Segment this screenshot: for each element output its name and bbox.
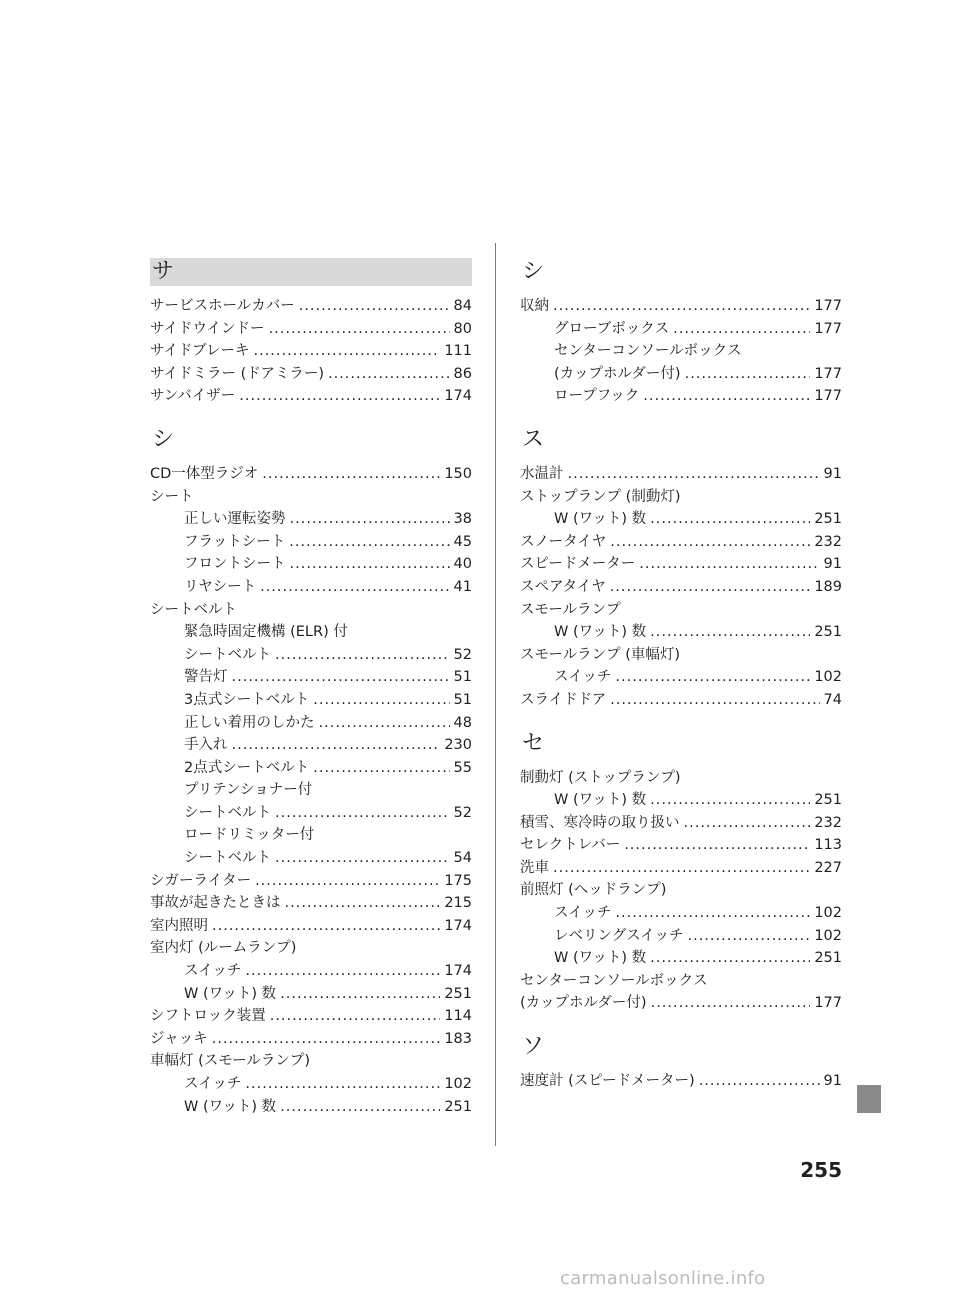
entry-term: レベリングスイッチ <box>554 927 684 944</box>
column-divider <box>495 243 496 1146</box>
index-entry <box>520 789 842 812</box>
entry-term: スイッチ <box>184 963 242 980</box>
entry-page-number: 48 <box>453 714 472 731</box>
index-entry <box>150 983 472 1006</box>
index-entry <box>520 812 842 835</box>
index-entry <box>150 757 472 780</box>
dot-leader <box>319 712 450 735</box>
entry-page-number: 232 <box>814 533 842 550</box>
index-entry <box>150 779 472 802</box>
section-spacer <box>520 712 842 730</box>
index-entry <box>150 734 472 757</box>
entry-page-number: 177 <box>814 320 842 337</box>
index-entry <box>520 644 842 667</box>
dot-leader <box>615 666 810 689</box>
dot-leader <box>239 385 440 408</box>
dot-leader <box>313 689 449 712</box>
entry-term: プリテンショナー付 <box>184 782 313 799</box>
entry-page-number: 177 <box>814 298 842 314</box>
entry-page-number: 54 <box>453 850 472 867</box>
entry-term: セレクトレバー <box>520 837 621 854</box>
entry-page-number: 177 <box>814 995 842 1012</box>
entry-page-number: 174 <box>444 917 472 934</box>
entry-page-number: 150 <box>444 465 472 482</box>
entry-page-number: 45 <box>453 533 472 550</box>
index-entry <box>520 689 842 712</box>
index-entry <box>150 576 472 599</box>
index-entry <box>520 879 842 902</box>
entry-term: 正しい着用のしかた <box>184 714 315 731</box>
entry-page-number: 174 <box>444 388 472 405</box>
index-entry <box>150 1005 472 1028</box>
index-entry <box>520 508 842 531</box>
dot-leader <box>651 992 811 1015</box>
entry-term: ロードリミッター付 <box>184 827 315 844</box>
entry-page-number: 86 <box>453 365 472 382</box>
entry-term: 手入れ <box>184 737 228 754</box>
section-heading: シ <box>152 426 175 452</box>
entry-term: 3点式シートベルト <box>184 691 310 708</box>
entry-term: サービスホールカバー <box>150 298 295 314</box>
dot-leader <box>262 463 440 486</box>
entry-term: スイッチ <box>554 669 612 686</box>
index-entry <box>520 666 842 689</box>
entry-page-number: 183 <box>444 1030 472 1047</box>
index-entry <box>520 463 842 486</box>
index-entry <box>150 385 472 408</box>
dot-leader <box>280 983 440 1006</box>
entry-term: 車幅灯 (スモールランプ) <box>150 1053 311 1070</box>
section-spacer <box>520 1015 842 1033</box>
dot-leader <box>553 857 810 880</box>
index-column-left <box>150 258 472 1118</box>
dot-leader <box>275 802 450 825</box>
index-entry <box>520 970 842 993</box>
dot-leader <box>650 789 810 812</box>
entry-term: センターコンソールボックス <box>554 343 742 360</box>
index-entry <box>150 644 472 667</box>
dot-leader <box>280 1096 440 1119</box>
index-entry <box>150 689 472 712</box>
entry-term: サイドミラー (ドアミラー) <box>150 365 324 382</box>
dot-leader <box>275 644 450 667</box>
index-entry <box>150 295 472 318</box>
dot-leader <box>610 576 811 599</box>
dot-leader <box>684 812 811 835</box>
dot-leader <box>285 892 441 915</box>
index-entry <box>520 385 842 408</box>
entry-page-number: 41 <box>453 578 472 595</box>
entry-term: W (ワット) 数 <box>184 1098 277 1115</box>
entry-term: (カップホルダー付) <box>554 365 681 382</box>
dot-leader <box>212 1028 441 1051</box>
index-entry <box>150 553 472 576</box>
entry-page-number: 52 <box>453 804 472 821</box>
dot-leader <box>313 757 449 780</box>
entry-term: 収納 <box>520 298 549 314</box>
index-entry <box>150 363 472 386</box>
index-entry <box>150 1073 472 1096</box>
entry-term: グローブボックス <box>554 320 670 337</box>
entry-term: CD一体型ラジオ <box>150 465 259 482</box>
entry-term: 速度計 (スピードメーター) <box>520 1073 695 1090</box>
entry-page-number: 91 <box>823 1073 842 1090</box>
entry-term: (カップホルダー付) <box>520 995 647 1012</box>
index-entry <box>150 1050 472 1073</box>
entry-page-number: 177 <box>814 365 842 382</box>
entry-term: シートベルト <box>184 804 271 821</box>
dot-leader <box>290 553 450 576</box>
index-entry <box>520 767 842 790</box>
dot-leader <box>568 463 820 486</box>
dot-leader <box>232 666 450 689</box>
index-entry <box>150 599 472 622</box>
entry-term: スピードメーター <box>520 556 636 573</box>
entry-term: 前照灯 (ヘッドランプ) <box>520 882 667 899</box>
dot-leader <box>232 734 441 757</box>
entry-page-number: 251 <box>814 511 842 528</box>
entry-term: 室内灯 (ルームランプ) <box>150 940 297 957</box>
index-entry <box>520 553 842 576</box>
section-heading: シ <box>522 259 545 284</box>
section-heading: サ <box>150 258 472 286</box>
entry-page-number: 114 <box>444 1008 472 1025</box>
entry-term: ロープフック <box>554 388 640 405</box>
entry-page-number: 251 <box>814 624 842 641</box>
dot-leader <box>255 870 440 893</box>
index-entry <box>150 508 472 531</box>
entry-page-number: 232 <box>814 814 842 831</box>
entry-term: W (ワット) 数 <box>554 792 647 809</box>
dot-leader <box>260 576 449 599</box>
entry-term: 制動灯 (ストップランプ) <box>520 769 681 786</box>
entry-page-number: 102 <box>814 669 842 686</box>
entry-page-number: 251 <box>814 950 842 967</box>
index-entry <box>150 666 472 689</box>
index-entry <box>520 834 842 857</box>
entry-page-number: 40 <box>453 556 472 573</box>
entry-term: W (ワット) 数 <box>554 624 647 641</box>
dot-leader <box>245 1073 440 1096</box>
index-entry <box>150 1028 472 1051</box>
entry-page-number: 51 <box>453 669 472 686</box>
index-entry <box>520 599 842 622</box>
dot-leader <box>639 553 819 576</box>
entry-page-number: 111 <box>444 343 472 360</box>
entry-term: フラットシート <box>184 533 286 550</box>
dot-leader <box>650 621 810 644</box>
dot-leader <box>269 318 450 341</box>
entry-page-number: 251 <box>814 792 842 809</box>
entry-page-number: 177 <box>814 388 842 405</box>
entry-term: シートベルト <box>150 601 237 618</box>
dot-leader <box>610 689 819 712</box>
dot-leader <box>553 295 810 318</box>
index-entry <box>520 295 842 318</box>
index-entry <box>520 1070 842 1093</box>
entry-term: サイドブレーキ <box>150 343 250 360</box>
section-spacer <box>520 408 842 426</box>
entry-page-number: 227 <box>814 859 842 876</box>
entry-term: W (ワット) 数 <box>554 511 647 528</box>
dot-leader <box>212 915 440 938</box>
index-entry <box>520 363 842 386</box>
index-entry <box>520 621 842 644</box>
index-entry <box>150 621 472 644</box>
entry-page-number: 251 <box>444 985 472 1002</box>
entry-term: スイッチ <box>184 1076 242 1092</box>
index-entry <box>150 802 472 825</box>
entry-page-number: 174 <box>444 963 472 980</box>
entry-page-number: 80 <box>453 320 472 337</box>
page-number: 255 <box>800 1158 842 1182</box>
index-entry <box>150 960 472 983</box>
entry-page-number: 251 <box>444 1098 472 1115</box>
entry-term: スノータイヤ <box>520 533 607 550</box>
dot-leader <box>650 508 810 531</box>
entry-page-number: 189 <box>814 578 842 595</box>
dot-leader <box>290 508 450 531</box>
dot-leader <box>699 1070 820 1093</box>
index-entry <box>520 318 842 341</box>
index-entry <box>150 870 472 893</box>
entry-term: シートベルト <box>184 850 271 867</box>
index-entry <box>150 531 472 554</box>
dot-leader <box>685 363 811 386</box>
dot-leader <box>643 385 810 408</box>
index-entry <box>520 992 842 1015</box>
entry-term: スモールランプ (車幅灯) <box>520 646 681 663</box>
dot-leader <box>328 363 450 386</box>
index-entry <box>520 947 842 970</box>
entry-term: スペアタイヤ <box>520 578 606 595</box>
entry-page-number: 102 <box>814 905 842 922</box>
index-entry <box>520 925 842 948</box>
index-entry <box>150 937 472 960</box>
entry-term: W (ワット) 数 <box>184 985 277 1002</box>
entry-term: スイッチ <box>554 905 612 922</box>
entry-term: シート <box>150 488 194 505</box>
index-entry <box>150 824 472 847</box>
index-entry <box>150 463 472 486</box>
entry-term: スモールランプ <box>520 601 621 618</box>
entry-page-number: 175 <box>444 872 472 889</box>
entry-page-number: 113 <box>814 837 842 854</box>
entry-page-number: 74 <box>823 691 842 708</box>
dot-leader <box>624 834 810 857</box>
entry-page-number: 51 <box>453 691 472 708</box>
index-entry <box>150 915 472 938</box>
entry-page-number: 102 <box>444 1076 472 1092</box>
dot-leader <box>673 318 810 341</box>
entry-page-number: 38 <box>453 511 472 528</box>
entry-term: 室内照明 <box>150 917 208 934</box>
index-entry <box>150 340 472 363</box>
entry-term: シートベルト <box>184 646 271 663</box>
entry-term: ストップランプ (制動灯) <box>520 488 681 505</box>
dot-leader <box>270 1005 441 1028</box>
dot-leader <box>610 531 810 554</box>
index-entry <box>520 340 842 363</box>
entry-term: 洗車 <box>520 859 549 876</box>
index-entry <box>520 576 842 599</box>
section-tab-marker <box>857 1085 881 1113</box>
dot-leader <box>275 847 450 870</box>
entry-term: ジャッキ <box>150 1030 208 1047</box>
entry-page-number: 55 <box>453 759 472 776</box>
entry-page-number: 91 <box>823 556 842 573</box>
section-heading: ソ <box>522 1034 545 1060</box>
entry-term: 警告灯 <box>184 669 228 686</box>
entry-term: サイドウインドー <box>150 320 265 337</box>
index-column-right <box>520 258 842 1093</box>
watermark: carmanualsonline.info <box>560 1268 766 1289</box>
entry-page-number: 102 <box>814 927 842 944</box>
entry-page-number: 230 <box>444 737 472 754</box>
entry-page-number: 91 <box>823 465 842 482</box>
entry-term: スライドドア <box>520 691 607 708</box>
entry-term: 緊急時固定機構 (ELR) 付 <box>184 624 348 641</box>
entry-term: 2点式シートベルト <box>184 759 310 776</box>
entry-term: サンバイザー <box>150 388 236 405</box>
entry-page-number: 215 <box>444 895 472 912</box>
entry-term: 積雪、寒冷時の取り扱い <box>520 814 680 831</box>
index-entry <box>520 531 842 554</box>
dot-leader <box>615 902 810 925</box>
entry-term: センターコンソールボックス <box>520 972 708 989</box>
dot-leader <box>253 340 440 363</box>
index-entry <box>520 902 842 925</box>
index-entry <box>150 318 472 341</box>
entry-term: シフトロック装置 <box>150 1008 266 1025</box>
index-entry <box>150 1096 472 1119</box>
index-entry <box>520 486 842 509</box>
entry-page-number: 52 <box>453 646 472 663</box>
dot-leader <box>299 295 450 318</box>
index-entry <box>150 892 472 915</box>
entry-page-number: 84 <box>453 298 472 314</box>
index-entry <box>150 712 472 735</box>
entry-term: 事故が起きたときは <box>150 895 281 912</box>
dot-leader <box>289 531 449 554</box>
section-heading: セ <box>522 730 545 756</box>
entry-term: フロントシート <box>184 556 286 573</box>
entry-term: シガーライター <box>150 872 252 889</box>
dot-leader <box>650 947 810 970</box>
index-entry <box>520 857 842 880</box>
entry-term: リヤシート <box>184 578 257 595</box>
entry-term: 水温計 <box>520 465 564 482</box>
entry-term: W (ワット) 数 <box>554 950 647 967</box>
dot-leader <box>687 925 810 948</box>
index-entry <box>150 847 472 870</box>
section-spacer <box>150 408 472 426</box>
section-heading: ス <box>522 426 545 452</box>
entry-term: 正しい運転姿勢 <box>184 511 286 528</box>
index-entry <box>150 486 472 509</box>
dot-leader <box>245 960 440 983</box>
